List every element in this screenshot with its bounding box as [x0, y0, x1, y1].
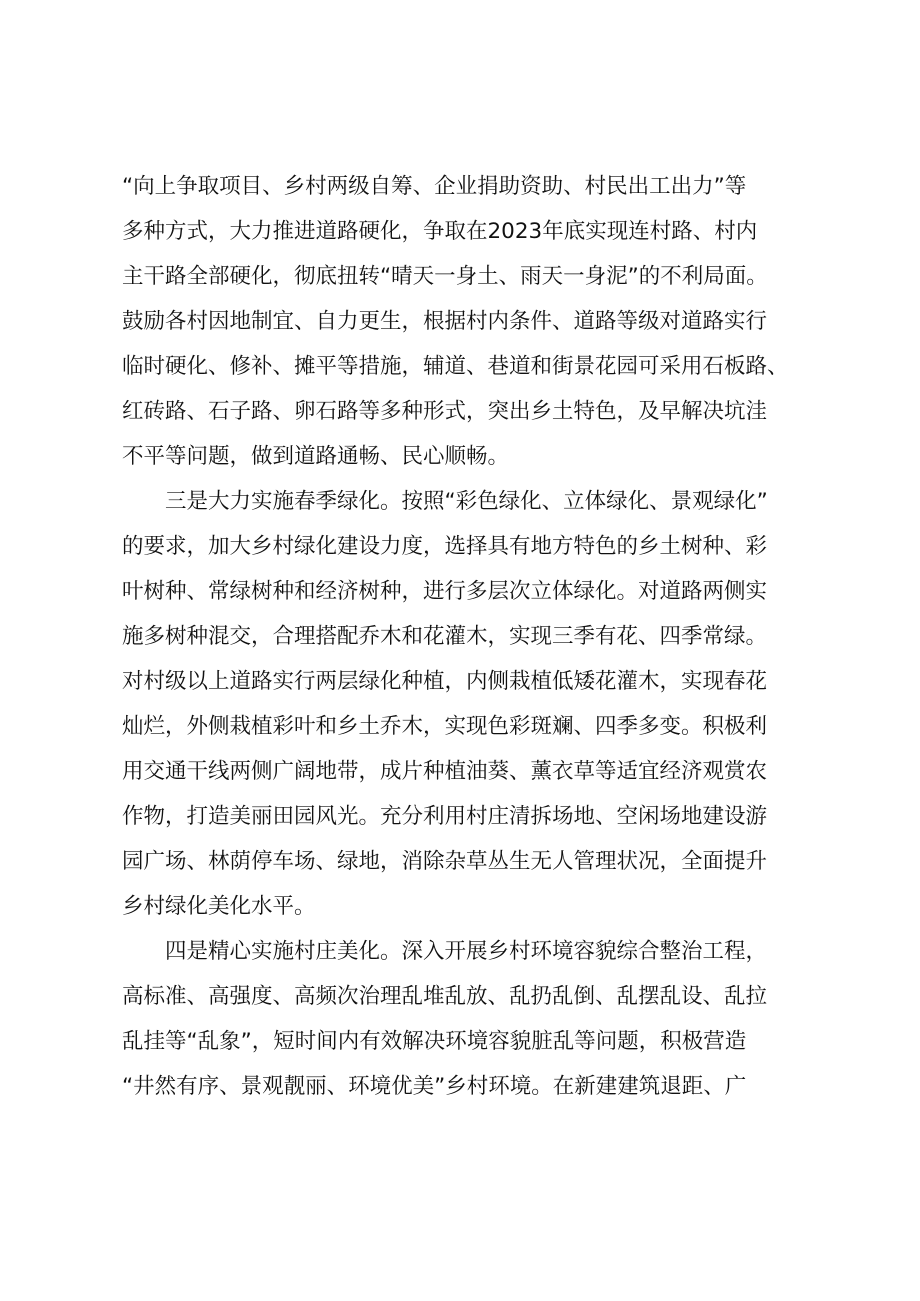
text-line: 乡村绿化美化水平。: [122, 894, 316, 919]
text-line: 用交通干线两侧广阔地带，成片种植油葵、薰衣草等适宜经济观赏农: [122, 759, 768, 784]
text-line: 对村级以上道路实行两层绿化种植，内侧栽植低矮花灌木，实现春花: [122, 669, 768, 694]
text-line: 园广场、林荫停车场、绿地，消除杂草丛生无人管理状况，全面提升: [122, 849, 768, 874]
text-line: 临时硬化、修补、摊平等措施，辅道、巷道和街景花园可采用石板路、: [122, 354, 789, 379]
text-line: 作物，打造美丽田园风光。充分利用村庄清拆场地、空闲场地建设游: [122, 804, 768, 829]
text-line: “向上争取项目、乡村两级自筹、企业捐助资助、村民出工出力”等: [122, 174, 747, 199]
text-line: 高标准、高强度、高频次治理乱堆乱放、乱扔乱倒、乱摆乱设、乱拉: [122, 984, 768, 1009]
text-line: 叶树种、常绿树种和经济树种，进行多层次立体绿化。对道路两侧实: [122, 579, 768, 604]
text-line: 主干路全部硬化，彻底扭转“晴天一身土、雨天一身泥”的不利局面。: [122, 264, 768, 289]
text-line: 的要求，加大乡村绿化建设力度，选择具有地方特色的乡土树种、彩: [122, 534, 768, 559]
text-line: “井然有序、景观靓丽、环境优美”乡村环境。在新建建筑退距、广: [122, 1074, 747, 1099]
paragraph-start-line: 四是精心实施村庄美化。深入开展乡村环境容貌综合整治工程，: [165, 939, 768, 964]
text-line: 多种方式，大力推进道路硬化，争取在2023年底实现连村路、村内: [122, 219, 758, 244]
text-line: 红砖路、石子路、卵石路等多种形式，突出乡土特色，及早解决坑洼: [122, 399, 768, 424]
text-line: 灿烂，外侧栽植彩叶和乡土乔木，实现色彩斑斓、四季多变。积极利: [122, 714, 768, 739]
text-line: 不平等问题，做到道路通畅、民心顺畅。: [122, 444, 510, 469]
text-line: 乱挂等“乱象”，短时间内有效解决环境容貌脏乱等问题，积极营造: [122, 1029, 747, 1054]
text-line: 鼓励各村因地制宜、自力更生，根据村内条件、道路等级对道路实行: [122, 309, 768, 334]
paragraph-start-line: 三是大力实施春季绿化。按照“彩色绿化、立体绿化、景观绿化”: [165, 489, 768, 514]
text-line: 施多树种混交，合理搭配乔木和花灌木，实现三季有花、四季常绿。: [122, 624, 768, 649]
